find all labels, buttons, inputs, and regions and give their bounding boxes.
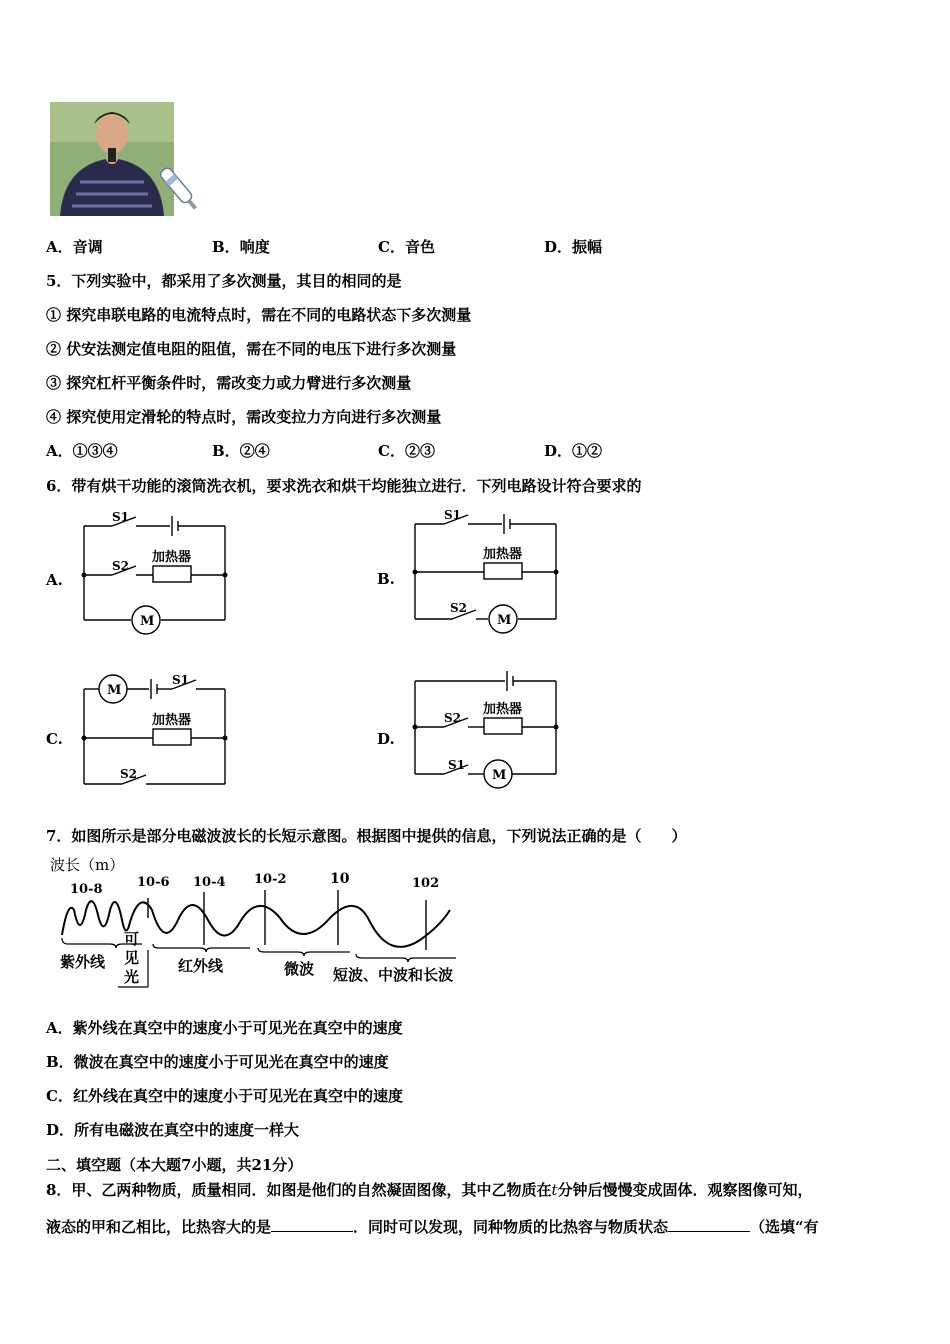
circuit-c: [84, 675, 225, 784]
q5-option-c: C．②③: [378, 442, 435, 460]
q5-item-3: ③ 探究杠杆平衡条件时，需改变力或力臂进行多次测量: [46, 374, 412, 392]
circuit-a-motor: M: [140, 614, 155, 629]
circuit-b-s1: S1: [444, 508, 462, 522]
band-microwave: 微波: [284, 960, 315, 978]
circuit-b-motor: M: [497, 613, 512, 628]
q4-option-d: D．振幅: [544, 238, 603, 256]
circuit-c-label: C.: [46, 730, 63, 748]
circuit-b-s2: S2: [450, 601, 468, 615]
circuit-a-label: A.: [46, 571, 63, 589]
q8-blank-2[interactable]: [668, 1231, 750, 1232]
q7-option-a: A．紫外线在真空中的速度小于可见光在真空中的速度: [46, 1019, 403, 1037]
circuit-a: [84, 516, 225, 634]
tick-3: 10-2: [254, 872, 287, 887]
q7-stem: 7．如图所示是部分电磁波波长的长短示意图。根据图中提供的信息，下列说法正确的是（ ）: [46, 827, 687, 845]
band-uv: 紫外线: [60, 953, 106, 971]
circuit-a-s1: S1: [112, 510, 130, 524]
circuit-d-s1: S1: [448, 758, 466, 772]
tick-4: 10: [330, 871, 350, 887]
band-visible-3: 光: [124, 968, 140, 986]
q4-option-b: B．响度: [212, 238, 270, 256]
q7-option-b: B．微波在真空中的速度小于可见光在真空中的速度: [46, 1053, 389, 1071]
wave-curve: [62, 901, 450, 947]
band-ir: 红外线: [178, 957, 224, 975]
band-radio: 短波、中波和长波: [333, 966, 454, 984]
circuit-b: [415, 514, 556, 633]
circuit-d-motor: M: [492, 768, 507, 783]
circuit-a-heater: 加热器: [152, 550, 192, 565]
q5-item-1: ① 探究串联电路的电流特点时，需在不同的电路状态下多次测量: [46, 306, 472, 324]
tick-1: 10-6: [137, 875, 170, 890]
band-visible-1: 可: [124, 930, 140, 948]
q6-stem: 6．带有烘干功能的滚筒洗衣机，要求洗衣和烘干均能独立进行．下列电路设计符合要求的: [46, 477, 642, 495]
q5-stem: 5．下列实验中，都采用了多次测量，其目的相同的是: [46, 272, 402, 290]
q8-line-2: 液态的甲和乙相比，比热容大的是 ．同时可以发现，同种物质的比热容与物质状态 （选填“有: [46, 1218, 819, 1236]
tick-5: 102: [412, 876, 440, 891]
circuit-c-s2: S2: [120, 767, 138, 781]
q4-photo: [50, 102, 174, 216]
circuit-b-label: B.: [377, 570, 395, 588]
tick-2: 10-4: [193, 875, 226, 890]
circuit-a-s2: S2: [112, 559, 130, 573]
q7-wave-diagram: [40, 850, 480, 990]
q7-option-d: D．所有电磁波在真空中的速度一样大: [46, 1121, 300, 1139]
band-visible-2: 见: [124, 949, 140, 967]
circuit-b-heater: 加热器: [483, 547, 523, 562]
circuit-c-s1: S1: [172, 673, 190, 687]
circuit-d-s2: S2: [444, 711, 462, 725]
tick-0: 10-8: [70, 882, 103, 897]
q7-option-c: C．红外线在真空中的速度小于可见光在真空中的速度: [46, 1087, 403, 1105]
circuit-d-label: D.: [377, 730, 395, 748]
q5-option-a: A．①③④: [46, 442, 118, 460]
q6-circuits: [0, 500, 620, 800]
q5-item-4: ④ 探究使用定滑轮的特点时，需改变拉力方向进行多次测量: [46, 408, 442, 426]
q5-option-b: B．②④: [212, 442, 270, 460]
axis-label: 波长（m）: [50, 856, 125, 874]
q4-option-a: A．音调: [46, 238, 103, 256]
circuit-c-motor: M: [107, 683, 122, 698]
q4-option-c: C．音色: [378, 238, 435, 256]
circuit-c-heater: 加热器: [152, 713, 192, 728]
section-2-heading: 二、填空题（本大题7小题，共21分）: [46, 1156, 303, 1174]
circuit-d-heater: 加热器: [483, 702, 523, 717]
circuit-d: [415, 671, 556, 788]
q8-blank-1[interactable]: [271, 1231, 353, 1232]
q5-item-2: ② 伏安法测定值电阻的阻值，需在不同的电压下进行多次测量: [46, 340, 457, 358]
q5-option-d: D．①②: [544, 442, 603, 460]
q8-line-1: 8．甲、乙两种物质，质量相同．如图是他们的自然凝固图像，其中乙物质在t分钟后慢慢变成固体．观察图像可知，: [46, 1181, 813, 1199]
